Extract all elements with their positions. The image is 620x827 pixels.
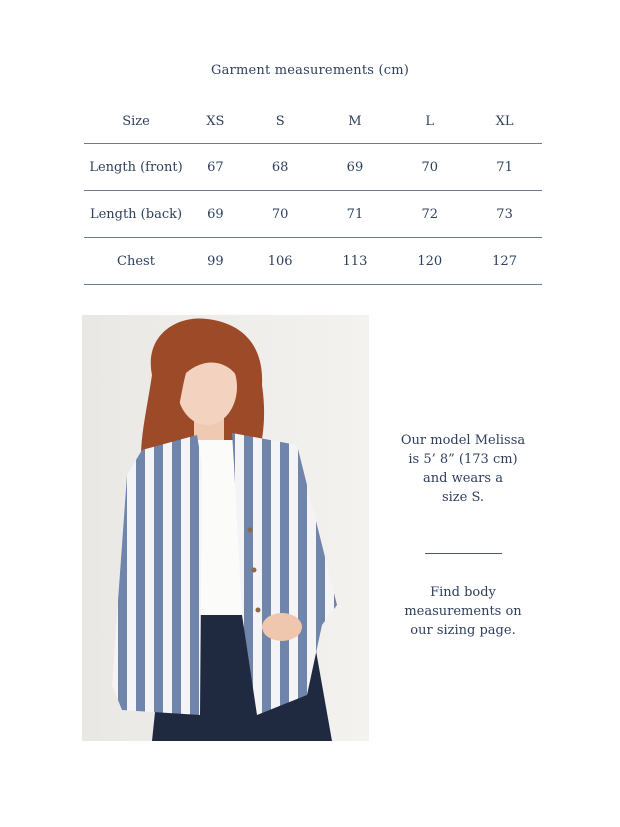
row-label: Length (front) (84, 144, 188, 191)
model-illustration (82, 315, 369, 741)
sizing-page-caption (388, 583, 538, 640)
table-row-chest (84, 238, 542, 285)
model-caption-line: and wears a (423, 471, 503, 486)
sizing-caption-line: our sizing page. (410, 623, 516, 638)
table-cell: 70 (392, 144, 467, 191)
table-cell: 70 (243, 191, 318, 238)
table-cell: 67 (188, 144, 243, 191)
header-cell-xl: XL (467, 100, 542, 144)
row-label: Chest (84, 238, 188, 285)
caption-divider (425, 553, 502, 554)
header-cell-m: M (318, 100, 393, 144)
table-cell: 69 (188, 191, 243, 238)
table-header-row (84, 100, 542, 144)
table-cell: 68 (243, 144, 318, 191)
table-cell: 106 (243, 238, 318, 285)
table-cell: 73 (467, 191, 542, 238)
header-cell-size: Size (84, 100, 188, 144)
page-title: Garment measurements (cm) (211, 63, 409, 78)
table-cell: 120 (392, 238, 467, 285)
header-cell-l: L (392, 100, 467, 144)
measurements-table (84, 100, 542, 285)
model-photo (82, 315, 369, 741)
header-cell-s: S (243, 100, 318, 144)
table-row-length-front (84, 144, 542, 191)
sizing-caption-line: measurements on (404, 604, 522, 619)
table-cell: 69 (318, 144, 393, 191)
sizing-caption-line: Find body (430, 585, 496, 600)
table-cell: 72 (392, 191, 467, 238)
row-label: Length (back) (84, 191, 188, 238)
table-cell: 71 (318, 191, 393, 238)
model-caption (388, 431, 538, 507)
model-caption-line: is 5’ 8” (173 cm) (408, 452, 518, 467)
table-cell: 99 (188, 238, 243, 285)
shirt-button (248, 528, 253, 533)
shirt-button (252, 568, 257, 573)
table-cell: 113 (318, 238, 393, 285)
shirt-button (256, 608, 261, 613)
header-cell-xs: XS (188, 100, 243, 144)
hand (262, 613, 302, 641)
table-cell: 127 (467, 238, 542, 285)
model-caption-line: Our model Melissa (400, 433, 526, 448)
table-cell: 71 (467, 144, 542, 191)
model-caption-line: size S. (441, 490, 485, 505)
table-row-length-back (84, 191, 542, 238)
